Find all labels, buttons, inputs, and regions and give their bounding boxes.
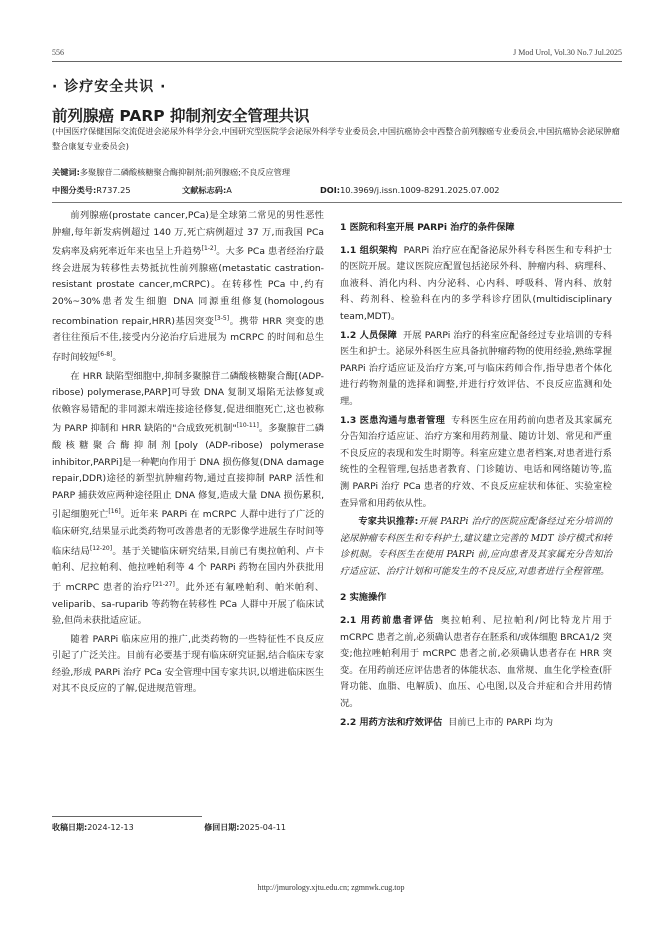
text-span: 专科医生应在用药前向患者及其家属充分告知治疗适应证、治疗方案和用药剂量、随访计划、常见和严重不良反应的表现和发生时期等。科室应建立患者档案,对患者进行系统性的全程管理,包括患者教育、门诊随访、电话和网络随访等,监测 PARPi 治疗 PCa 患者的疗效、不良反应症状和体征、实验室检查异常和用药依从性。 xyxy=(340,414,612,509)
consensus-recommendation xyxy=(340,514,612,580)
footer-url: http://jmurology.xjtu.edu.cn; zgmnwk.cug.top xyxy=(257,883,405,892)
doc-code-label: 文献标志码: xyxy=(182,185,227,195)
text-span: 。近年来 PARPi 在 mCRPC 人群中进行了广泛的临床研究,结果显示此类药物可改善患者的无影像学进展生存时间等临床结局 xyxy=(52,509,325,557)
right-column xyxy=(340,220,612,733)
keywords-line xyxy=(52,167,290,178)
citation: [10-11] xyxy=(236,422,259,430)
subsection-1-1 xyxy=(340,243,612,326)
text-span: 。 xyxy=(112,351,122,363)
citation: [6-8] xyxy=(97,350,113,358)
citation: [12-20] xyxy=(89,544,113,552)
text-span: 。多聚腺苷二磷酸核糖聚合酶抑制剂[poly (ADP-ribose) polymerase inhibitor,PARPi]是一种靶向作用于 DNA 损伤修复(DNA damage repair,DDR)途径的新型抗肿瘤药物,通过直接抑制 PARP 活性和 PARP 捕获效应两种途径阻止 DNA 修复,造成大量 DNA 损伤累积,引起细胞死亡 xyxy=(52,423,324,521)
subsection-2-2 xyxy=(340,715,612,732)
subheading: 1.3 医患沟通与患者管理 xyxy=(340,414,446,426)
text-span: 目前已上市的 PARPi 均为 xyxy=(448,716,554,728)
paragraph-purpose: 随着 PARPi 临床应用的推广,此类药物的一些特征性不良反应引起了广泛关注。目前有必要基于现有临床研究证据,结合临床专家经验,形成 PARPi 治疗 PCa 安全管理中国专家共识,以增进临床医生对其不良反应的了解,促进规范管理。 xyxy=(52,633,324,695)
keywords-label: 关键词: xyxy=(52,167,80,177)
text-span: 前列腺癌(prostate cancer,PCa)是全球第二常见的男性恶性肿瘤,每年新发病例超过 140 万,死亡病例超过 37 万,而我国 PCa 发病率及病死率近年来也呈上升趋势 xyxy=(52,210,324,258)
subsection-2-1 xyxy=(340,613,612,713)
header-divider xyxy=(52,202,622,203)
subheading: 1.1 组织架构 xyxy=(340,244,398,256)
recommendation-label: 专家共识推荐: xyxy=(358,516,419,528)
subsection-1-2 xyxy=(340,328,612,411)
doc-code-value: A xyxy=(226,185,232,195)
heading-section-2: 2 实施操作 xyxy=(340,592,387,604)
text-span: 。基于关键临床研究结果,目前已有奥拉帕利、卢卡帕利、尼拉帕利、他拉唑帕利等 4 个 PARPi 药物在国内外获批用于 mCRPC 患者的治疗 xyxy=(52,545,325,593)
section-label: · 诊疗安全共识 · xyxy=(52,79,167,95)
heading-section-1: 1 医院和科室开展 PARPi 治疗的条件保障 xyxy=(340,222,515,233)
revised-date: 2025-04-11 xyxy=(239,823,286,832)
author-organizations: (中国医疗保健国际交流促进会泌尿外科学分会,中国研究型医院学会泌尿外科学专业委员会,中国抗癌协会中西整合前列腺癌专业委员会,中国抗癌协会泌尿肿瘤整合康复专业委员会) xyxy=(52,126,620,151)
article-title: 前列腺癌 PARP 抑制剂安全管理共识 xyxy=(52,107,310,125)
doi-value: 10.3969/j.issn.1009-8291.2025.07.002 xyxy=(340,185,500,195)
doi-label: DOI: xyxy=(320,185,341,195)
citation: [1-2] xyxy=(201,245,217,253)
subheading: 2.2 用药方法和疗效评估 xyxy=(340,716,443,728)
text-span: 在 HRR 缺陷型细胞中,抑制多聚腺苷二磷酸核糖聚合酶[(ADP-ribose) polymerase,PARP]可导致 DNA 复制叉塌陷无法修复或依赖容易错配的非同源末端连接途径修复,促进细胞死亡,这也被称为 PARP 抑制和 HRR 缺陷的"合成致死机制" xyxy=(52,370,324,435)
paragraph-mechanism xyxy=(52,369,324,630)
paragraph-intro xyxy=(52,208,324,367)
revised-label: 修回日期: xyxy=(204,823,240,832)
received-label: 收稿日期: xyxy=(52,823,88,832)
text-span: 开展 PARPi 治疗的医院应配备经过充分培训的泌尿肿瘤专科医生和专科护士,建议建立完善的 MDT 诊疗模式和转诊机制。专科医生在使用 PARPi 前,应向患者及其家属充分告知治疗适应证、治疗计划和可能发生的不良反应,对患者进行全程管理。 xyxy=(340,516,612,577)
citation: [3-5] xyxy=(214,314,230,322)
left-column xyxy=(52,208,324,700)
text-span: 开展 PARPi 治疗的科室应配备经过专业培训的专科医生和护士。泌尿外科医生应具备抗肿瘤药物的使用经验,熟练掌握 PARPi 治疗适应证及治疗方案,可与临床药师合作,指导患者个体化进行药物剂量的选择和调整,并进行疗效评估、不良反应监测和处理。 xyxy=(340,329,612,407)
received-date: 2024-12-13 xyxy=(87,823,134,832)
text-span: 奥拉帕利、尼拉帕利/阿比特龙片用于 mCRPC 患者之前,必须确认患者存在胚系和/或体细胞 BRCA1/2 突变;他拉唑帕利用于 mCRPC 患者之前,必须确认患者存在 HRR 突变。在用药前还应评估患者的体能状态、血常规、血生化学检查(肝肾功能、血脂、电解质)、血压、心电图,以及合并症和合并用药情况。 xyxy=(340,615,612,710)
subsection-1-3 xyxy=(340,413,612,513)
footnote-divider xyxy=(52,816,202,817)
dates-line xyxy=(52,822,354,833)
keywords-text: 多聚腺苷二磷酸核糖聚合酶抑制剂;前列腺癌;不良反应管理 xyxy=(79,167,291,177)
citation: [21-27] xyxy=(152,580,175,588)
subheading: 2.1 用药前患者评估 xyxy=(340,615,435,627)
clc-value: R737.25 xyxy=(96,185,131,195)
text-span: 。携带 HRR 突变的患者往往预后不佳,接受内分泌治疗后进展为 mCRPC 的时间和总生存时间较短 xyxy=(52,315,324,363)
citation: [16] xyxy=(108,508,121,516)
clc-label: 中图分类号: xyxy=(52,185,97,195)
journal-citation: J Mod Urol, Vol.30 No.7 Jul.2025 xyxy=(513,48,622,57)
subheading: 1.2 人员保障 xyxy=(340,329,397,341)
text-span: 。此外还有氟唑帕利、帕米帕利、veliparib、sa-ruparib 等药物在转移性 PCa 人群中开展了临床试验,但尚未获批适应证。 xyxy=(52,581,324,627)
page-number: 556 xyxy=(52,48,64,57)
running-header xyxy=(52,48,622,62)
text-span: 。大多 PCa 患者经治疗最终会进展为转移性去势抵抗性前列腺癌(metastatic castration-resistant prostate cancer,mCRPC)。在转移性 PCa 中,约有 20%~30%患者发生细胞 DNA 同源重组修复(homologous recombination repair,HRR)基因突变 xyxy=(52,246,324,327)
text-span: PARPi 治疗应在配备泌尿外科专科医生和专科护士的医院开展。建议医院应配置包括泌尿外科、肿瘤内科、病理科、血液科、消化内科、内分泌科、心内科、呼吸科、肾内科、放射科、药剂科、检验科在内的多学科诊疗团队(multidisciplinary team,MDT)。 xyxy=(340,244,612,322)
